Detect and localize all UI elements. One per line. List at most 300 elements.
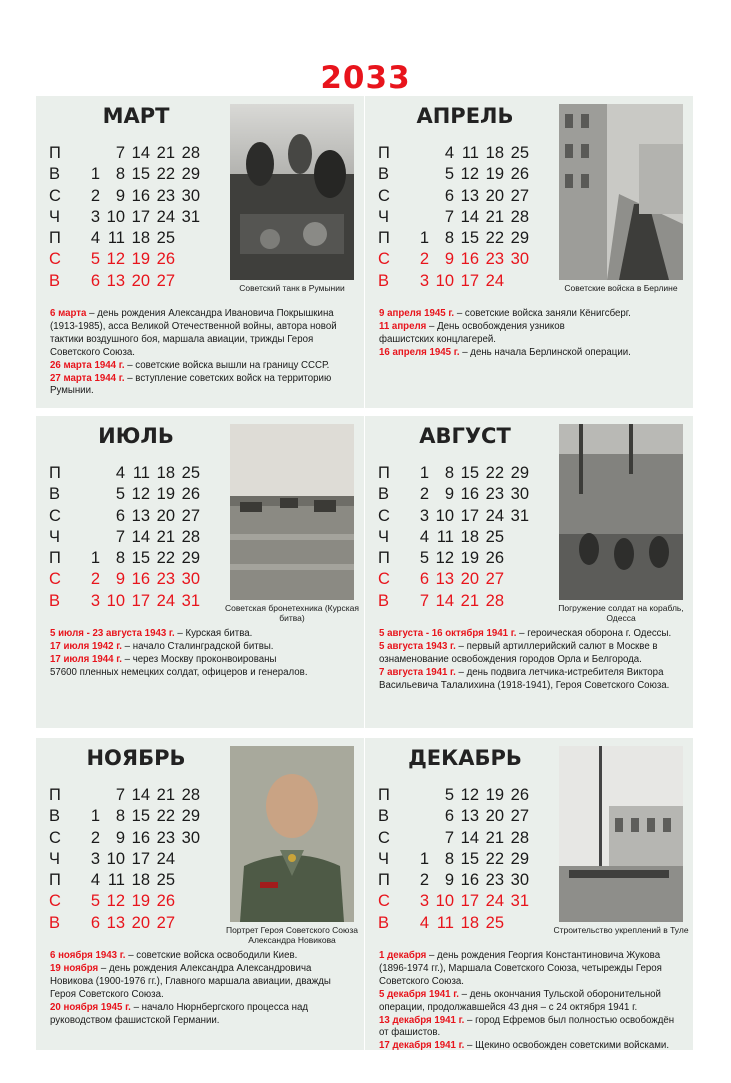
day-number: 12 [131, 485, 150, 504]
weekday-label: С [378, 892, 390, 911]
day-number: 10 [435, 271, 454, 290]
day-number: 29 [181, 549, 200, 568]
day-number: 17 [460, 271, 479, 290]
weekday-label: С [378, 828, 390, 847]
note-date: 6 ноября 1943 г. [50, 950, 126, 961]
day-number: 26 [510, 165, 529, 184]
day-number: 18 [460, 913, 479, 932]
week-row [378, 207, 529, 228]
day-number: 17 [460, 506, 479, 525]
day-number: 10 [106, 207, 125, 226]
day-number: 3 [419, 271, 429, 290]
week-row [378, 484, 529, 505]
day-number: 1 [90, 165, 100, 184]
day-number: 18 [485, 144, 504, 162]
weekday-label: С [378, 186, 390, 205]
day-number: 13 [435, 570, 454, 589]
month-panel-november [36, 738, 364, 1050]
day-number: 13 [106, 271, 125, 290]
day-number: 17 [131, 207, 150, 226]
note-text: – город Ефремов был полностью освобождён от фашистов. [379, 1014, 675, 1039]
day-number: 3 [90, 591, 100, 610]
day-number: 21 [156, 786, 175, 804]
note-entry [379, 628, 685, 641]
note-entry [50, 628, 356, 641]
day-number: 14 [131, 144, 150, 162]
week-row [378, 548, 529, 569]
novikov-portrait [230, 746, 354, 922]
week-row [49, 143, 200, 164]
day-number: 18 [156, 464, 175, 482]
note-date: 5 августа 1943 г. [379, 640, 456, 652]
tank-photo [230, 104, 354, 280]
day-number: 14 [131, 786, 150, 804]
day-number: 7 [115, 144, 125, 162]
day-number: 1 [90, 807, 100, 826]
weekday-label: П [49, 464, 61, 482]
day-number: 2 [419, 485, 429, 504]
note-text: – День освобождения узников [426, 320, 565, 332]
week-row [378, 143, 529, 164]
day-number: 5 [444, 165, 454, 184]
weekday-label: П [378, 786, 390, 804]
day-number: 15 [131, 549, 150, 568]
note-entry [379, 334, 685, 347]
note-text: – день рождения Александра Александровича Новикова (1900-1976 гг.), Главного маршала авиации, дважды Героя Советского Союза. [50, 962, 331, 1000]
note-date: 5 июля - 23 августа 1943 г. [50, 628, 175, 639]
week-row [378, 849, 529, 870]
note-text: – советские войска заняли Кёнигсберг. [454, 308, 631, 319]
day-number: 26 [485, 549, 504, 568]
day-number: 9 [444, 871, 454, 890]
week-row [49, 271, 200, 292]
note-text: – начало Сталинградской битвы. [121, 640, 274, 652]
week-row [49, 506, 200, 527]
note-entry [379, 667, 685, 693]
day-number: 26 [156, 250, 175, 269]
week-row [378, 806, 529, 827]
day-number: 30 [510, 250, 529, 269]
photo-caption: Советский танк в Румынии [239, 283, 345, 293]
week-row [49, 569, 200, 590]
weekday-label: В [378, 591, 390, 610]
day-number: 8 [115, 165, 125, 184]
day-number: 27 [485, 570, 504, 589]
day-number: 12 [106, 250, 125, 269]
day-number: 14 [460, 207, 479, 226]
day-number: 28 [181, 786, 200, 804]
note-date: 13 декабря 1941 г. [379, 1014, 465, 1026]
week-row [49, 849, 200, 870]
week-row [49, 186, 200, 207]
note-text: – через Москву проконвоированы [121, 653, 277, 665]
day-number: 5 [115, 485, 125, 504]
week-row [378, 591, 529, 612]
weekday-label: С [49, 506, 61, 525]
day-number: 27 [510, 807, 529, 826]
day-number: 2 [90, 186, 100, 205]
day-number: 4 [115, 464, 125, 482]
week-row [49, 806, 200, 827]
day-number: 23 [156, 828, 175, 847]
day-number: 20 [460, 570, 479, 589]
day-number: 28 [485, 591, 504, 610]
day-number: 22 [156, 549, 175, 568]
day-number: 1 [419, 229, 429, 248]
note-entry [50, 360, 356, 373]
day-number: 16 [131, 570, 150, 589]
day-number: 7 [444, 207, 454, 226]
month-panel-december [365, 738, 693, 1050]
day-number: 20 [156, 506, 175, 525]
note-date: 7 августа 1941 г. [379, 666, 456, 678]
day-number: 11 [107, 229, 125, 248]
weekday-label: В [378, 485, 390, 504]
day-number: 25 [485, 527, 504, 546]
weekday-label: Ч [378, 849, 389, 868]
note-date: 17 июля 1944 г. [50, 653, 122, 665]
day-number: 22 [156, 807, 175, 826]
day-number: 6 [90, 271, 100, 290]
day-number: 21 [460, 591, 479, 610]
day-number: 28 [510, 828, 529, 847]
week-row [49, 870, 200, 891]
day-number: 3 [90, 849, 100, 868]
day-number: 24 [485, 271, 504, 290]
day-number: 28 [510, 207, 529, 226]
week-row [49, 228, 200, 249]
day-number: 12 [435, 549, 454, 568]
weekday-label: В [49, 591, 61, 610]
day-number: 1 [419, 849, 429, 868]
historical-notes [379, 950, 685, 1050]
week-row [49, 249, 200, 270]
weekday-label: Ч [378, 207, 389, 226]
week-row [378, 870, 529, 891]
day-number: 2 [90, 828, 100, 847]
day-number: 11 [436, 913, 454, 932]
note-date: 26 марта 1944 г. [50, 359, 125, 371]
note-entry [379, 1040, 685, 1050]
day-number: 3 [419, 506, 429, 525]
historical-notes [50, 308, 356, 398]
day-number: 8 [115, 807, 125, 826]
weekday-label: П [49, 549, 61, 568]
note-date: 16 апреля 1945 г. [379, 346, 460, 358]
weekday-label: В [49, 807, 61, 826]
day-number: 23 [485, 485, 504, 504]
week-row [378, 913, 529, 934]
weekday-label: П [49, 229, 61, 248]
note-text: – день рождения Александра Ивановича Покрышкина (1913-1985), асса Великой Отечественной войны, автора новой тактики воздушного боя, маршала авиации, трижды Героя Советского Союза. [50, 308, 337, 358]
week-row [49, 828, 200, 849]
note-text: – день начала Берлинской операции. [459, 346, 631, 358]
weekday-label: В [378, 807, 390, 826]
week-row [378, 891, 529, 912]
day-number: 9 [444, 485, 454, 504]
note-entry [379, 347, 685, 360]
day-number: 15 [131, 807, 150, 826]
week-row [49, 913, 200, 934]
month-title: НОЯБРЬ [86, 746, 186, 770]
calendar-grid [378, 143, 529, 292]
note-entry [50, 641, 356, 654]
day-number: 10 [106, 849, 125, 868]
day-number: 31 [181, 207, 200, 226]
day-number: 4 [419, 527, 429, 546]
weekday-label: В [378, 165, 390, 184]
weekday-label: В [378, 271, 390, 290]
day-number: 24 [156, 849, 175, 868]
calendar-grid [378, 785, 529, 934]
month-title: ИЮЛЬ [98, 424, 174, 448]
day-number: 8 [444, 229, 454, 248]
day-number: 25 [156, 871, 175, 890]
day-number: 27 [156, 913, 175, 932]
day-number: 11 [436, 527, 454, 546]
note-entry [379, 321, 685, 334]
week-row [378, 828, 529, 849]
calendar-grid [49, 463, 200, 612]
historical-notes [379, 628, 685, 693]
weekday-label: П [378, 549, 390, 568]
day-number: 29 [510, 849, 529, 868]
note-entry [379, 308, 685, 321]
note-date: 5 августа - 16 октября 1941 г. [379, 628, 517, 639]
day-number: 19 [460, 549, 479, 568]
day-number: 5 [90, 892, 100, 911]
day-number: 20 [131, 271, 150, 290]
weekday-label: В [49, 165, 61, 184]
day-number: 27 [510, 186, 529, 205]
week-row [49, 785, 200, 806]
note-text: – первый артиллерийский салют в Москве в ознаменование освобождения городов Орла и Белгорода. [379, 640, 658, 665]
day-number: 15 [460, 849, 479, 868]
day-number: 27 [156, 271, 175, 290]
day-number: 29 [181, 165, 200, 184]
note-entry [50, 1002, 356, 1028]
day-number: 20 [485, 807, 504, 826]
day-number: 10 [435, 892, 454, 911]
day-number: 8 [115, 549, 125, 568]
day-number: 29 [510, 229, 529, 248]
week-row [378, 506, 529, 527]
weekday-label: С [378, 250, 390, 269]
note-date: 19 ноября [50, 962, 99, 974]
day-number: 16 [131, 828, 150, 847]
note-date: 20 ноября 1945 г. [50, 1001, 131, 1013]
day-number: 18 [131, 871, 150, 890]
day-number: 23 [156, 186, 175, 205]
month-title: АПРЕЛЬ [416, 104, 514, 128]
weekday-label: П [378, 144, 390, 162]
day-number: 19 [485, 165, 504, 184]
day-number: 9 [115, 186, 125, 205]
note-date: 5 декабря 1941 г. [379, 988, 459, 1000]
week-row [378, 271, 529, 292]
day-number: 12 [460, 786, 479, 804]
note-date: 1 декабря [379, 950, 427, 961]
day-number: 17 [131, 591, 150, 610]
day-number: 17 [460, 892, 479, 911]
week-row [378, 527, 529, 548]
note-date: 11 апреля [379, 320, 427, 332]
day-number: 11 [461, 144, 479, 162]
note-entry [50, 654, 356, 667]
note-text: – Щекино освобожден советскими войсками. [464, 1040, 670, 1050]
week-row [378, 569, 529, 590]
photo-caption: Советская бронетехника (Курская битва) [224, 603, 359, 623]
note-entry [50, 963, 356, 1002]
day-number: 19 [485, 786, 504, 804]
day-number: 30 [181, 570, 200, 589]
day-number: 21 [156, 144, 175, 162]
note-entry [379, 950, 685, 989]
day-number: 13 [106, 913, 125, 932]
weekday-label: С [49, 186, 61, 205]
day-number: 13 [460, 186, 479, 205]
day-number: 5 [444, 786, 454, 804]
day-number: 25 [510, 144, 529, 162]
note-text: 57600 пленных немецких солдат, офицеров и генералов. [50, 666, 308, 678]
day-number: 22 [485, 464, 504, 482]
day-number: 25 [181, 464, 200, 482]
day-number: 24 [156, 207, 175, 226]
month-panel-august [365, 416, 693, 728]
day-number: 4 [90, 871, 100, 890]
note-text: – Курская битва. [174, 628, 253, 639]
day-number: 26 [181, 485, 200, 504]
note-entry [379, 1015, 685, 1041]
historical-notes [50, 628, 356, 680]
day-number: 14 [131, 527, 150, 546]
day-number: 19 [156, 485, 175, 504]
day-number: 23 [485, 871, 504, 890]
day-number: 15 [131, 165, 150, 184]
day-number: 1 [419, 464, 429, 482]
day-number: 13 [131, 506, 150, 525]
day-number: 7 [444, 828, 454, 847]
day-number: 26 [510, 786, 529, 804]
day-number: 24 [485, 506, 504, 525]
weekday-label: С [378, 506, 390, 525]
berlin-street-photo [559, 104, 683, 280]
day-number: 19 [131, 250, 150, 269]
day-number: 28 [181, 527, 200, 546]
month-title: МАРТ [102, 104, 170, 128]
day-number: 17 [131, 849, 150, 868]
note-entry [50, 667, 356, 680]
day-number: 26 [156, 892, 175, 911]
note-text: – советские войска освободили Киев. [125, 950, 298, 961]
day-number: 4 [444, 144, 454, 162]
day-number: 31 [510, 506, 529, 525]
day-number: 11 [132, 464, 150, 482]
day-number: 20 [131, 913, 150, 932]
month-title: АВГУСТ [419, 424, 511, 448]
calendar-grid [49, 785, 200, 934]
day-number: 31 [510, 892, 529, 911]
weekday-label: В [49, 913, 61, 932]
day-number: 10 [435, 506, 454, 525]
note-date: 17 июля 1942 г. [50, 640, 122, 652]
day-number: 3 [419, 892, 429, 911]
day-number: 22 [156, 165, 175, 184]
week-row [378, 785, 529, 806]
note-date: 6 марта [50, 308, 87, 319]
day-number: 6 [115, 506, 125, 525]
day-number: 2 [90, 570, 100, 589]
weekday-label: П [49, 144, 61, 162]
day-number: 5 [419, 549, 429, 568]
day-number: 6 [419, 570, 429, 589]
day-number: 23 [485, 250, 504, 269]
photo-caption: Погружение солдат на корабль, Одесса [558, 603, 684, 623]
day-number: 6 [444, 186, 454, 205]
day-number: 14 [460, 828, 479, 847]
day-number: 16 [460, 250, 479, 269]
day-number: 30 [181, 828, 200, 847]
note-text: – день подвига летчика-истребителя Виктора Васильевича Талалихина (1918-1941), Героя Советского Союза. [379, 666, 670, 691]
note-date: 17 декабря 1941 г. [379, 1040, 465, 1050]
weekday-label: П [378, 229, 390, 248]
week-row [49, 527, 200, 548]
note-entry [50, 308, 356, 360]
day-number: 15 [460, 464, 479, 482]
day-number: 31 [181, 591, 200, 610]
week-row [378, 164, 529, 185]
weekday-label: П [378, 871, 390, 890]
historical-notes [379, 308, 685, 360]
day-number: 9 [115, 828, 125, 847]
day-number: 5 [90, 250, 100, 269]
note-text: – день рождения Георгия Константиновича Жукова (1896-1974 гг.), Маршала Советского Союза, четырежды Героя Советского Союза. [379, 950, 662, 987]
week-row [378, 463, 529, 484]
week-row [49, 164, 200, 185]
weekday-label: Ч [378, 527, 389, 546]
day-number: 30 [181, 186, 200, 205]
weekday-label: В [378, 913, 390, 932]
day-number: 15 [460, 229, 479, 248]
day-number: 24 [485, 892, 504, 911]
note-entry [50, 950, 356, 963]
day-number: 16 [460, 871, 479, 890]
day-number: 9 [444, 250, 454, 269]
note-text: – вступление советских войск на территорию Румынии. [50, 372, 332, 397]
week-row [378, 186, 529, 207]
ship-boarding-photo [559, 424, 683, 600]
day-number: 27 [181, 506, 200, 525]
day-number: 11 [107, 871, 125, 890]
day-number: 14 [435, 591, 454, 610]
week-row [49, 484, 200, 505]
day-number: 30 [510, 485, 529, 504]
day-number: 29 [181, 807, 200, 826]
note-entry [50, 373, 356, 399]
day-number: 7 [419, 591, 429, 610]
note-date: 27 марта 1944 г. [50, 372, 125, 384]
weekday-label: П [49, 786, 61, 804]
weekday-label: С [378, 570, 390, 589]
day-number: 22 [485, 229, 504, 248]
day-number: 6 [90, 913, 100, 932]
day-number: 21 [485, 828, 504, 847]
weekday-label: В [49, 271, 61, 290]
historical-notes [50, 950, 356, 1027]
month-title: ДЕКАБРЬ [408, 746, 522, 770]
day-number: 28 [181, 144, 200, 162]
day-number: 7 [115, 786, 125, 804]
